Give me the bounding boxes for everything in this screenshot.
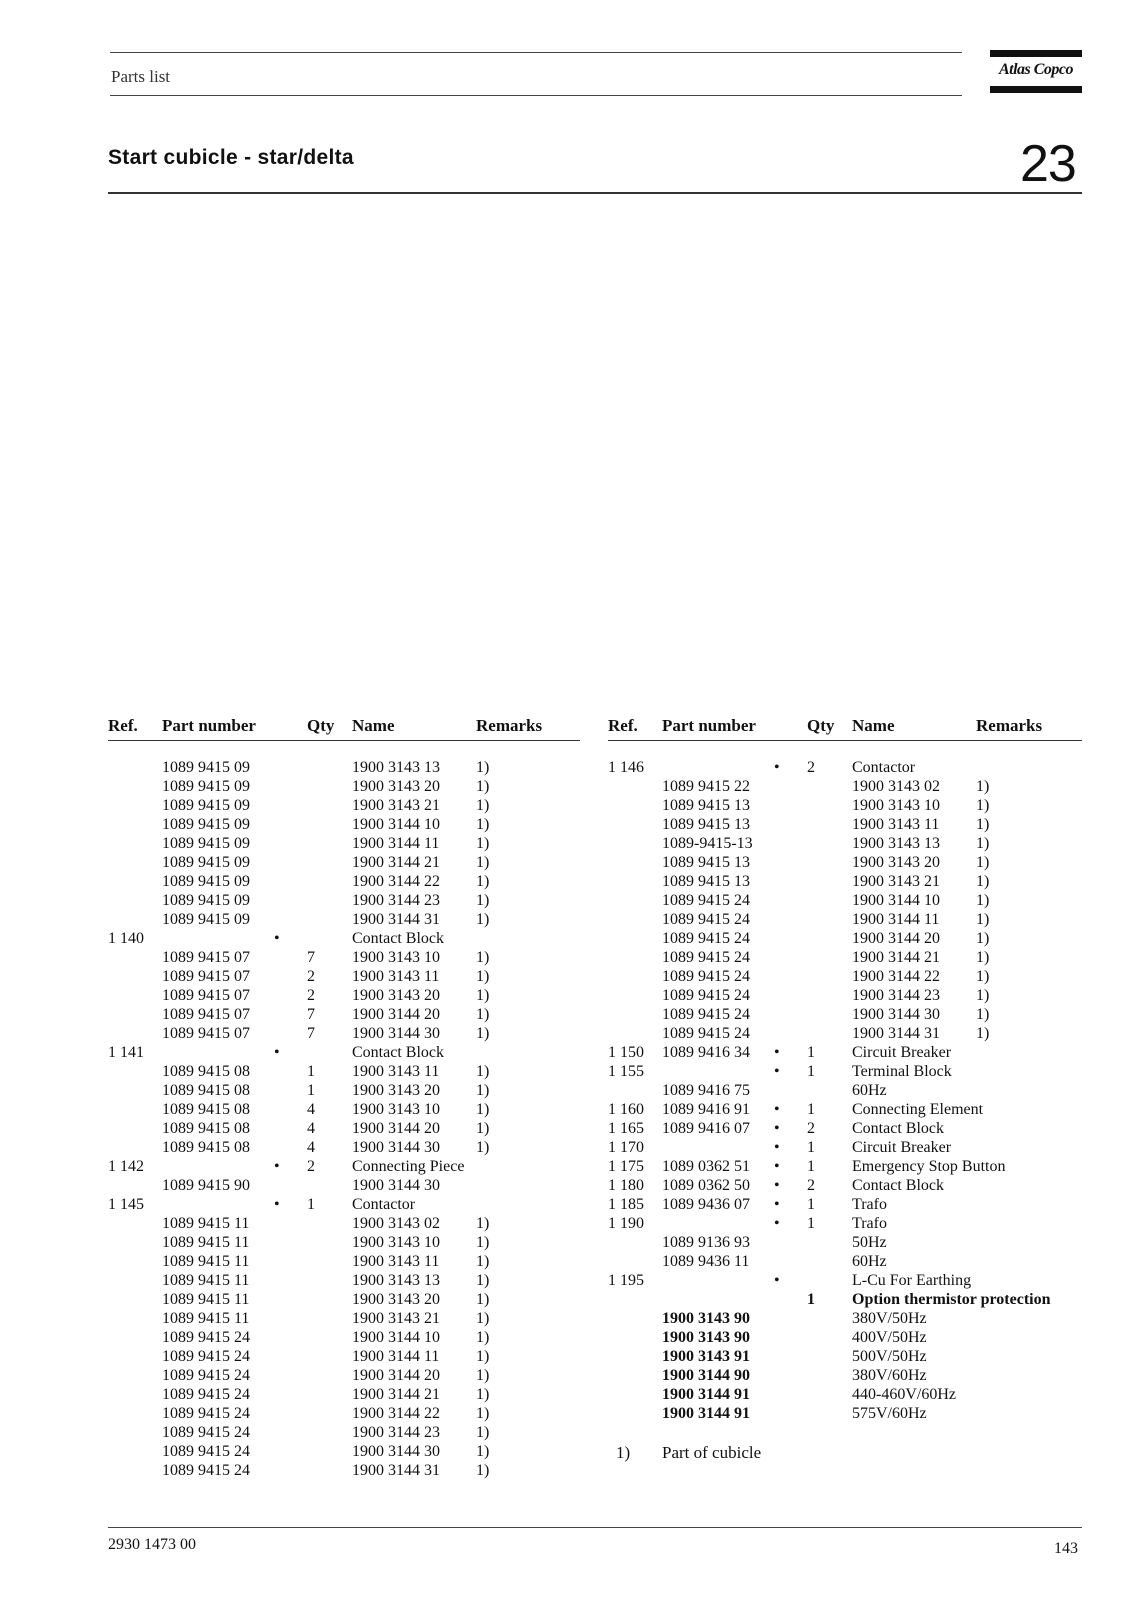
header-name: Name xyxy=(852,716,895,735)
cell-name: 1900 3144 10 xyxy=(352,1329,440,1346)
cell-name: Circuit Breaker xyxy=(852,1139,952,1156)
cell-name: 1900 3143 02 xyxy=(352,1215,440,1232)
cell-remark: 1) xyxy=(976,1025,990,1042)
cell-part: 1089 9415 11 xyxy=(162,1215,250,1232)
cell-ref: 1 185 xyxy=(608,1196,644,1213)
cell-name: 1900 3144 10 xyxy=(852,892,940,909)
cell-bullet: • xyxy=(774,1101,780,1118)
cell-part: 1089 9416 75 xyxy=(662,1082,750,1099)
cell-name: Circuit Breaker xyxy=(852,1044,952,1061)
cell-remark: 1) xyxy=(476,1025,490,1042)
header-rule xyxy=(108,740,580,741)
header-qty: Qty xyxy=(807,716,835,735)
cell-remark: 1) xyxy=(976,797,990,814)
cell-qty: 7 xyxy=(307,949,315,966)
cell-name: 1900 3143 10 xyxy=(352,1234,440,1251)
cell-remark: 1) xyxy=(476,892,490,909)
cell-part: 1089 9415 09 xyxy=(162,911,250,928)
cell-name: 380V/50Hz xyxy=(852,1310,927,1327)
cell-ref: 1 190 xyxy=(608,1215,644,1232)
cell-part: 1089 9415 24 xyxy=(662,930,750,947)
cell-part: 1089 9415 22 xyxy=(662,778,750,795)
cell-part: 1089 9415 24 xyxy=(662,1006,750,1023)
page-number: 143 xyxy=(1054,1540,1078,1557)
header-part-number: Part number xyxy=(662,716,756,735)
cell-remark: 1) xyxy=(476,1424,490,1441)
cell-bullet: • xyxy=(774,1158,780,1175)
cell-name: Option thermistor protection xyxy=(852,1291,1051,1308)
cell-name: Trafo xyxy=(852,1196,887,1213)
cell-remark: 1) xyxy=(476,1234,490,1251)
cell-remark: 1) xyxy=(476,1139,490,1156)
cell-remark: 1) xyxy=(476,835,490,852)
header-top-rule xyxy=(110,52,962,53)
cell-remark: 1) xyxy=(476,1329,490,1346)
cell-remark: 1) xyxy=(476,1348,490,1365)
cell-ref: 1 145 xyxy=(108,1196,144,1213)
header-ref: Ref. xyxy=(608,716,638,735)
cell-name: 1900 3144 20 xyxy=(352,1367,440,1384)
cell-name: 1900 3143 11 xyxy=(352,968,440,985)
cell-remark: 1) xyxy=(476,1120,490,1137)
cell-remark: 1) xyxy=(976,968,990,985)
cell-part: 1089 9415 24 xyxy=(662,968,750,985)
cell-remark: 1) xyxy=(476,797,490,814)
cell-part: 1089 9415 24 xyxy=(162,1386,250,1403)
cell-bullet: • xyxy=(774,1044,780,1061)
cell-name: 1900 3144 31 xyxy=(352,911,440,928)
cell-name: 1900 3143 10 xyxy=(352,1101,440,1118)
cell-name: Contactor xyxy=(352,1196,416,1213)
cell-part: 1089 9415 08 xyxy=(162,1120,250,1137)
cell-part: 1089 9415 08 xyxy=(162,1063,250,1080)
cell-part: 1089 9415 07 xyxy=(162,1006,250,1023)
cell-part: 1900 3144 91 xyxy=(662,1405,750,1422)
cell-remark: 1) xyxy=(476,1443,490,1460)
cell-name: 1900 3144 30 xyxy=(352,1443,440,1460)
cell-qty: 1 xyxy=(807,1101,815,1118)
cell-part: 1089 9416 07 xyxy=(662,1120,750,1137)
logo-bottom-bar xyxy=(990,86,1082,93)
cell-name: L-Cu For Earthing xyxy=(852,1272,972,1289)
cell-qty: 2 xyxy=(307,968,315,985)
cell-qty: 4 xyxy=(307,1120,315,1137)
cell-name: 1900 3143 13 xyxy=(852,835,940,852)
cell-name: 1900 3143 20 xyxy=(352,987,440,1004)
cell-name: 60Hz xyxy=(852,1082,887,1099)
cell-ref: 1 140 xyxy=(108,930,144,947)
cell-part: 1089 9415 07 xyxy=(162,968,250,985)
cell-remark: 1) xyxy=(976,987,990,1004)
cell-name: 1900 3144 22 xyxy=(852,968,940,985)
cell-part: 1089 0362 50 xyxy=(662,1177,750,1194)
footnote-marker: 1) xyxy=(616,1443,631,1462)
cell-ref: 1 165 xyxy=(608,1120,644,1137)
cell-part: 1089 9415 13 xyxy=(662,816,750,833)
logo-text: Atlas Copco xyxy=(998,61,1074,78)
cell-name: 1900 3144 11 xyxy=(352,1348,440,1365)
cell-qty: 1 xyxy=(807,1215,815,1232)
cell-qty: 7 xyxy=(307,1006,315,1023)
cell-part: 1089 9415 24 xyxy=(662,892,750,909)
cell-remark: 1) xyxy=(476,911,490,928)
cell-name: 1900 3144 23 xyxy=(352,1424,440,1441)
cell-name: 1900 3144 21 xyxy=(352,1386,440,1403)
cell-remark: 1) xyxy=(976,1006,990,1023)
cell-qty: 1 xyxy=(807,1063,815,1080)
cell-ref: 1 160 xyxy=(608,1101,644,1118)
cell-part: 1089 9436 07 xyxy=(662,1196,750,1213)
cell-part: 1900 3143 90 xyxy=(662,1329,750,1346)
cell-bullet: • xyxy=(274,930,280,947)
cell-name: 380V/60Hz xyxy=(852,1367,927,1384)
cell-qty: 2 xyxy=(807,1177,815,1194)
cell-qty: 2 xyxy=(307,1158,315,1175)
header-part-number: Part number xyxy=(162,716,256,735)
cell-bullet: • xyxy=(274,1158,280,1175)
cell-ref: 1 141 xyxy=(108,1044,144,1061)
cell-part: 1089-9415-13 xyxy=(662,835,753,852)
cell-ref: 1 150 xyxy=(608,1044,644,1061)
cell-part: 1089 9415 08 xyxy=(162,1139,250,1156)
cell-name: Connecting Piece xyxy=(352,1158,465,1175)
cell-part: 1089 9416 91 xyxy=(662,1101,750,1118)
header-remarks: Remarks xyxy=(976,716,1043,735)
cell-remark: 1) xyxy=(476,1006,490,1023)
cell-qty: 1 xyxy=(807,1291,815,1308)
cell-part: 1089 9415 07 xyxy=(162,987,250,1004)
cell-bullet: • xyxy=(274,1196,280,1213)
cell-remark: 1) xyxy=(476,816,490,833)
cell-remark: 1) xyxy=(476,949,490,966)
cell-qty: 1 xyxy=(307,1063,315,1080)
cell-part: 1900 3143 90 xyxy=(662,1310,750,1327)
cell-remark: 1) xyxy=(976,816,990,833)
cell-part: 1089 9415 09 xyxy=(162,797,250,814)
cell-remark: 1) xyxy=(476,854,490,871)
cell-part: 1089 9415 24 xyxy=(662,1025,750,1042)
cell-name: Contact Block xyxy=(852,1177,944,1194)
cell-ref: 1 180 xyxy=(608,1177,644,1194)
cell-ref: 1 175 xyxy=(608,1158,644,1175)
cell-name: 60Hz xyxy=(852,1253,887,1270)
cell-name: 1900 3143 20 xyxy=(352,1291,440,1308)
header-section-label: Parts list xyxy=(111,67,171,86)
cell-remark: 1) xyxy=(476,1310,490,1327)
cell-qty: 1 xyxy=(307,1082,315,1099)
cell-part: 1089 9415 24 xyxy=(162,1424,250,1441)
cell-qty: 1 xyxy=(807,1139,815,1156)
cell-qty: 4 xyxy=(307,1101,315,1118)
cell-part: 1089 9415 11 xyxy=(162,1310,250,1327)
cell-remark: 1) xyxy=(476,1367,490,1384)
cell-name: 1900 3143 21 xyxy=(352,797,440,814)
footnote-text: Part of cubicle xyxy=(662,1443,762,1462)
cell-name: 1900 3144 22 xyxy=(352,873,440,890)
cell-name: 1900 3144 30 xyxy=(352,1139,440,1156)
cell-ref: 1 142 xyxy=(108,1158,144,1175)
cell-part: 1089 9436 11 xyxy=(662,1253,750,1270)
logo-top-bar xyxy=(990,50,1082,57)
cell-name: Contact Block xyxy=(352,1044,444,1061)
cell-part: 1089 9415 08 xyxy=(162,1082,250,1099)
cell-name: 500V/50Hz xyxy=(852,1348,927,1365)
cell-bullet: • xyxy=(774,1120,780,1137)
cell-part: 1900 3144 90 xyxy=(662,1367,750,1384)
cell-qty: 2 xyxy=(807,1120,815,1137)
cell-name: 1900 3143 11 xyxy=(352,1253,440,1270)
cell-remark: 1) xyxy=(476,1082,490,1099)
cell-name: 400V/50Hz xyxy=(852,1329,927,1346)
cell-ref: 1 170 xyxy=(608,1139,644,1156)
cell-remark: 1) xyxy=(476,1462,490,1479)
header-remarks: Remarks xyxy=(476,716,543,735)
header-bottom-rule xyxy=(110,95,962,96)
cell-bullet: • xyxy=(774,1139,780,1156)
cell-remark: 1) xyxy=(476,987,490,1004)
cell-part: 1089 9415 90 xyxy=(162,1177,250,1194)
cell-remark: 1) xyxy=(476,1386,490,1403)
cell-part: 1089 9415 24 xyxy=(662,949,750,966)
cell-part: 1089 9415 09 xyxy=(162,759,250,776)
cell-name: 1900 3144 11 xyxy=(352,835,440,852)
cell-name: 575V/60Hz xyxy=(852,1405,927,1422)
cell-name: Contactor xyxy=(852,759,916,776)
cell-bullet: • xyxy=(774,1196,780,1213)
cell-name: 1900 3144 20 xyxy=(352,1120,440,1137)
cell-remark: 1) xyxy=(476,1291,490,1308)
cell-part: 1089 9415 13 xyxy=(662,797,750,814)
cell-qty: 1 xyxy=(807,1196,815,1213)
cell-part: 1089 9415 09 xyxy=(162,816,250,833)
cell-remark: 1) xyxy=(976,854,990,871)
cell-name: 1900 3143 21 xyxy=(352,1310,440,1327)
cell-remark: 1) xyxy=(476,778,490,795)
cell-name: 1900 3144 31 xyxy=(852,1025,940,1042)
cell-name: 1900 3144 11 xyxy=(852,911,940,928)
cell-name: 1900 3144 23 xyxy=(852,987,940,1004)
cell-remark: 1) xyxy=(976,930,990,947)
cell-qty: 1 xyxy=(807,1044,815,1061)
cell-bullet: • xyxy=(774,1063,780,1080)
cell-name: 1900 3143 20 xyxy=(852,854,940,871)
header-qty: Qty xyxy=(307,716,335,735)
cell-name: Contact Block xyxy=(852,1120,944,1137)
cell-name: Trafo xyxy=(852,1215,887,1232)
cell-part: 1089 9136 93 xyxy=(662,1234,750,1251)
section-title: Start cubicle - star/delta xyxy=(108,146,354,169)
cell-part: 1089 9415 08 xyxy=(162,1101,250,1118)
cell-part: 1089 9415 11 xyxy=(162,1272,250,1289)
cell-name: 1900 3144 10 xyxy=(352,816,440,833)
cell-bullet: • xyxy=(774,1215,780,1232)
cell-remark: 1) xyxy=(976,778,990,795)
cell-name: Connecting Element xyxy=(852,1101,984,1118)
cell-qty: 1 xyxy=(807,1158,815,1175)
cell-name: 1900 3143 10 xyxy=(852,797,940,814)
cell-part: 1089 9415 09 xyxy=(162,892,250,909)
cell-part: 1089 9415 07 xyxy=(162,1025,250,1042)
cell-remark: 1) xyxy=(476,1253,490,1270)
cell-part: 1900 3144 91 xyxy=(662,1386,750,1403)
cell-part: 1089 9415 09 xyxy=(162,835,250,852)
cell-remark: 1) xyxy=(476,1215,490,1232)
cell-name: 1900 3144 30 xyxy=(352,1025,440,1042)
footer-rule xyxy=(108,1527,1082,1528)
cell-ref: 1 155 xyxy=(608,1063,644,1080)
cell-qty: 4 xyxy=(307,1139,315,1156)
cell-bullet: • xyxy=(774,1272,780,1289)
header-name: Name xyxy=(352,716,395,735)
cell-qty: 2 xyxy=(807,759,815,776)
cell-part: 1089 9415 09 xyxy=(162,778,250,795)
cell-qty: 2 xyxy=(307,987,315,1004)
cell-part: 1089 9415 07 xyxy=(162,949,250,966)
atlas-copco-logo xyxy=(990,50,1082,94)
cell-part: 1089 9415 24 xyxy=(162,1443,250,1460)
cell-part: 1089 9415 09 xyxy=(162,873,250,890)
cell-name: 1900 3144 21 xyxy=(352,854,440,871)
header-ref: Ref. xyxy=(108,716,138,735)
cell-name: 1900 3144 31 xyxy=(352,1462,440,1479)
cell-name: 1900 3143 20 xyxy=(352,778,440,795)
cell-remark: 1) xyxy=(476,873,490,890)
cell-remark: 1) xyxy=(976,873,990,890)
cell-part: 1089 9415 09 xyxy=(162,854,250,871)
cell-part: 1089 9416 34 xyxy=(662,1044,750,1061)
cell-ref: 1 195 xyxy=(608,1272,644,1289)
cell-remark: 1) xyxy=(976,911,990,928)
cell-part: 1089 9415 24 xyxy=(162,1462,250,1479)
cell-qty: 1 xyxy=(307,1196,315,1213)
cell-remark: 1) xyxy=(476,759,490,776)
cell-remark: 1) xyxy=(476,1272,490,1289)
cell-bullet: • xyxy=(774,759,780,776)
cell-name: 1900 3144 21 xyxy=(852,949,940,966)
cell-qty: 7 xyxy=(307,1025,315,1042)
cell-remark: 1) xyxy=(476,1101,490,1118)
cell-name: Contact Block xyxy=(352,930,444,947)
document-number: 2930 1473 00 xyxy=(108,1536,196,1553)
cell-part: 1089 9415 13 xyxy=(662,854,750,871)
cell-ref: 1 146 xyxy=(608,759,644,776)
cell-remark: 1) xyxy=(476,1405,490,1422)
cell-part: 1089 0362 51 xyxy=(662,1158,750,1175)
cell-part: 1089 9415 24 xyxy=(662,987,750,1004)
cell-part: 1089 9415 13 xyxy=(662,873,750,890)
cell-name: 1900 3143 20 xyxy=(352,1082,440,1099)
cell-part: 1900 3143 91 xyxy=(662,1348,750,1365)
cell-part: 1089 9415 24 xyxy=(162,1405,250,1422)
cell-name: 1900 3144 20 xyxy=(352,1006,440,1023)
cell-name: 1900 3144 30 xyxy=(352,1177,440,1194)
cell-remark: 1) xyxy=(476,1063,490,1080)
cell-name: 1900 3144 30 xyxy=(852,1006,940,1023)
cell-part: 1089 9415 11 xyxy=(162,1253,250,1270)
cell-bullet: • xyxy=(274,1044,280,1061)
cell-name: 1900 3144 22 xyxy=(352,1405,440,1422)
cell-remark: 1) xyxy=(976,949,990,966)
cell-part: 1089 9415 24 xyxy=(162,1367,250,1384)
cell-name: Emergency Stop Button xyxy=(852,1158,1006,1175)
cell-remark: 1) xyxy=(476,968,490,985)
cell-bullet: • xyxy=(774,1177,780,1194)
cell-name: 1900 3143 11 xyxy=(352,1063,440,1080)
cell-name: 1900 3144 23 xyxy=(352,892,440,909)
cell-name: 1900 3143 13 xyxy=(352,759,440,776)
cell-name: 1900 3144 20 xyxy=(852,930,940,947)
cell-name: 1900 3143 02 xyxy=(852,778,940,795)
cell-part: 1089 9415 24 xyxy=(662,911,750,928)
cell-name: 1900 3143 13 xyxy=(352,1272,440,1289)
cell-part: 1089 9415 24 xyxy=(162,1348,250,1365)
cell-name: 440-460V/60Hz xyxy=(852,1386,956,1403)
header-rule xyxy=(608,740,1082,741)
cell-name: Terminal Block xyxy=(852,1063,952,1080)
cell-name: 1900 3143 21 xyxy=(852,873,940,890)
cell-part: 1089 9415 11 xyxy=(162,1291,250,1308)
cell-name: 50Hz xyxy=(852,1234,887,1251)
cell-name: 1900 3143 10 xyxy=(352,949,440,966)
cell-remark: 1) xyxy=(976,892,990,909)
title-rule xyxy=(108,192,1082,194)
section-number: 23 xyxy=(1020,135,1076,193)
cell-name: 1900 3143 11 xyxy=(852,816,940,833)
cell-part: 1089 9415 11 xyxy=(162,1234,250,1251)
cell-remark: 1) xyxy=(976,835,990,852)
cell-part: 1089 9415 24 xyxy=(162,1329,250,1346)
